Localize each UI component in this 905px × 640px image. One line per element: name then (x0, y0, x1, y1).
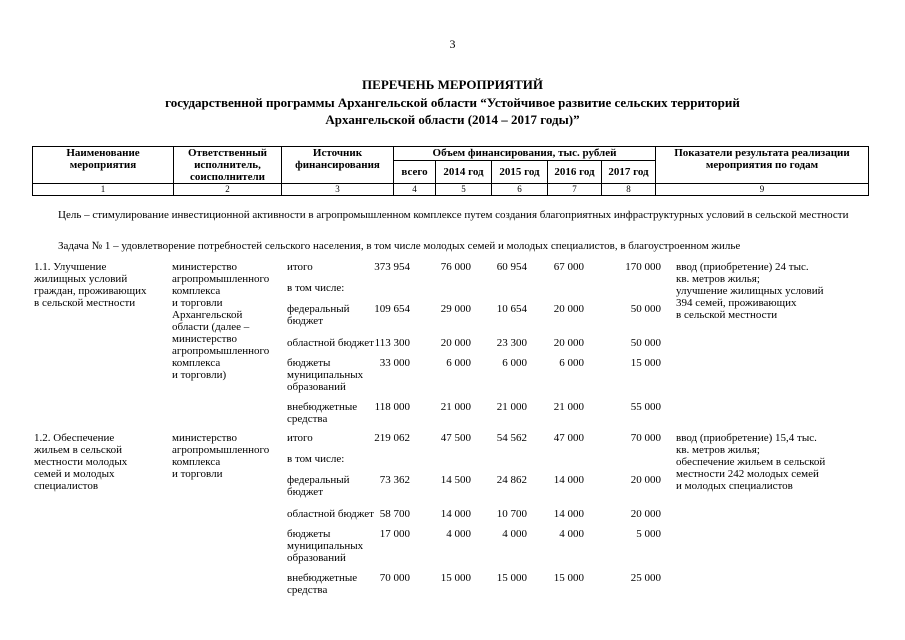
funding-value: 6 000 (502, 357, 527, 369)
executor-line: комплекса (172, 285, 221, 297)
header-executor: Ответственный исполнитель, соисполнители (174, 147, 282, 184)
funding-value: 20 000 (553, 303, 584, 315)
indicator-line: улучшение жилищных условий (676, 285, 824, 297)
funding-value: 70 000 (379, 572, 410, 584)
funding-value: 113 300 (374, 337, 410, 349)
funding-source-line: федеральный (287, 474, 350, 486)
header-total: всего (394, 161, 436, 184)
funding-value: 373 954 (374, 261, 410, 273)
funding-source-line: средства (287, 584, 328, 596)
funding-value: 14 000 (440, 508, 471, 520)
funding-value: 47 500 (440, 432, 471, 444)
funding-source-line: муниципальных (287, 369, 364, 381)
funding-source-line: областной бюджет (287, 337, 374, 349)
executor-line: министерство (172, 432, 238, 444)
funding-value: 73 362 (379, 474, 410, 486)
header-indicators: Показатели результата реализации мероприятия по годам (656, 147, 869, 184)
executor-line: агропромышленного (172, 273, 270, 285)
executor-line: министерство (172, 261, 238, 273)
funding-source-line: внебюджетные (287, 401, 358, 413)
funding-source-line: итого (287, 261, 313, 273)
executor-line: агропромышленного (172, 345, 270, 357)
header-number-row (33, 184, 869, 196)
header-source: Источник финансирования (282, 147, 394, 184)
funding-source-line: бюджет (287, 315, 323, 327)
measure-name-line: семей и молодых (34, 468, 115, 480)
executor-line: и торговли) (172, 369, 227, 381)
executor-line: области (далее – (172, 321, 250, 333)
table-header (32, 146, 869, 196)
executor-line: комплекса (172, 456, 221, 468)
funding-value: 60 954 (496, 261, 527, 273)
indicator-line: местности 242 молодых семей (676, 468, 819, 480)
funding-value: 15 000 (496, 572, 527, 584)
funding-source-line: внебюджетные (287, 572, 358, 584)
funding-value: 50 000 (630, 337, 661, 349)
col-number: 4 (394, 184, 436, 196)
indicator-line: ввод (приобретение) 15,4 тыс. (676, 432, 817, 444)
funding-source-line: итого (287, 432, 313, 444)
executor-line: Архангельской (172, 309, 243, 321)
funding-source-line: бюджеты (287, 357, 331, 369)
funding-value: 170 000 (625, 261, 661, 273)
funding-source-line: в том числе: (287, 282, 345, 294)
funding-value: 10 654 (496, 303, 527, 315)
col-number: 5 (436, 184, 492, 196)
funding-value: 50 000 (630, 303, 661, 315)
executor-line: министерство (172, 333, 238, 345)
measure-name-line: 1.2. Обеспечение (34, 432, 115, 444)
funding-value: 21 000 (553, 401, 584, 413)
col-number: 2 (174, 184, 282, 196)
funding-value: 24 862 (496, 474, 527, 486)
funding-value: 67 000 (553, 261, 584, 273)
measure-name-line: жильем в сельской (34, 444, 122, 456)
funding-value: 33 000 (379, 357, 410, 369)
funding-value: 6 000 (446, 357, 471, 369)
funding-value: 21 000 (496, 401, 527, 413)
header-year-2017: 2017 год (602, 161, 656, 184)
funding-value: 29 000 (440, 303, 471, 315)
header-financing-group: Объем финансирования, тыс. рублей (394, 147, 656, 161)
indicator-line: в сельской местности (676, 309, 778, 321)
funding-value: 15 000 (630, 357, 661, 369)
funding-value: 6 000 (559, 357, 584, 369)
funding-value: 20 000 (553, 337, 584, 349)
funding-value: 76 000 (440, 261, 471, 273)
funding-value: 70 000 (630, 432, 661, 444)
executor-line: комплекса (172, 357, 221, 369)
header-year-2015: 2015 год (492, 161, 548, 184)
header-name: Наименование мероприятия (33, 147, 174, 184)
funding-value: 4 000 (502, 528, 527, 540)
executor-line: и торговли (172, 297, 223, 309)
indicator-line: обеспечение жильем в сельской (676, 456, 826, 468)
executor-line: и торговли (172, 468, 223, 480)
col-number: 8 (602, 184, 656, 196)
funding-source-line: областной бюджет (287, 508, 374, 520)
header-year-2016: 2016 год (548, 161, 602, 184)
funding-source-line: в том числе: (287, 453, 345, 465)
funding-value: 23 300 (496, 337, 527, 349)
funding-value: 15 000 (440, 572, 471, 584)
funding-value: 10 700 (496, 508, 527, 520)
header-year-2014: 2014 год (436, 161, 492, 184)
funding-source-line: муниципальных (287, 540, 364, 552)
col-number: 7 (548, 184, 602, 196)
col-number: 3 (282, 184, 394, 196)
funding-value: 14 000 (553, 508, 584, 520)
funding-value: 47 000 (553, 432, 584, 444)
measure-name-line: в сельской местности (34, 297, 136, 309)
funding-value: 219 062 (374, 432, 410, 444)
document-title: ПЕРЕЧЕНЬ МЕРОПРИЯТИЙ (362, 77, 543, 92)
funding-source-line: бюджет (287, 486, 323, 498)
indicator-line: ввод (приобретение) 24 тыс. (676, 261, 809, 273)
measure-name-line: специалистов (34, 480, 99, 492)
indicator-line: кв. метров жилья; (676, 273, 760, 285)
executor-line: агропромышленного (172, 444, 270, 456)
indicator-line: и молодых специалистов (676, 480, 793, 492)
funding-value: 118 000 (374, 401, 410, 413)
funding-value: 21 000 (440, 401, 471, 413)
funding-value: 58 700 (379, 508, 410, 520)
funding-source-line: бюджеты (287, 528, 331, 540)
funding-value: 15 000 (553, 572, 584, 584)
col-number: 6 (492, 184, 548, 196)
measure-name-line: местности молодых (34, 456, 128, 468)
funding-source-line: федеральный (287, 303, 350, 315)
funding-value: 20 000 (630, 508, 661, 520)
document-subtitle-line2: Архангельской области (2014 – 2017 годы)” (325, 112, 580, 127)
funding-source-line: образований (287, 381, 346, 393)
funding-value: 55 000 (630, 401, 661, 413)
funding-value: 109 654 (374, 303, 410, 315)
page-number: 3 (449, 37, 456, 51)
funding-value: 4 000 (446, 528, 471, 540)
funding-value: 5 000 (636, 528, 661, 540)
funding-source-line: средства (287, 413, 328, 425)
indicator-line: 394 семей, проживающих (676, 297, 797, 309)
col-number: 9 (656, 184, 869, 196)
funding-value: 17 000 (379, 528, 410, 540)
funding-value: 20 000 (630, 474, 661, 486)
goal-text: Цель – стимулирование инвестиционной активности в агропромышленном комплексе путем создания благоприятных инфраструктурных условий в сельской местности (58, 209, 849, 221)
measure-name-line: 1.1. Улучшение (34, 261, 107, 273)
funding-value: 25 000 (630, 572, 661, 584)
measure-name-line: жилищных условий (34, 273, 128, 285)
task-text: Задача № 1 – удовлетворение потребностей сельского населения, в том числе молодых семей и молодых специалистов, в благоустроенном жилье (58, 240, 741, 252)
funding-value: 14 000 (553, 474, 584, 486)
funding-source-line: образований (287, 552, 346, 564)
funding-value: 4 000 (559, 528, 584, 540)
measure-name-line: граждан, проживающих (34, 285, 147, 297)
funding-value: 20 000 (440, 337, 471, 349)
funding-value: 54 562 (496, 432, 527, 444)
col-number: 1 (33, 184, 174, 196)
indicator-line: кв. метров жилья; (676, 444, 760, 456)
funding-value: 14 500 (440, 474, 471, 486)
document-subtitle-line1: государственной программы Архангельской области “Устойчивое развитие сельских территорий (165, 95, 740, 110)
